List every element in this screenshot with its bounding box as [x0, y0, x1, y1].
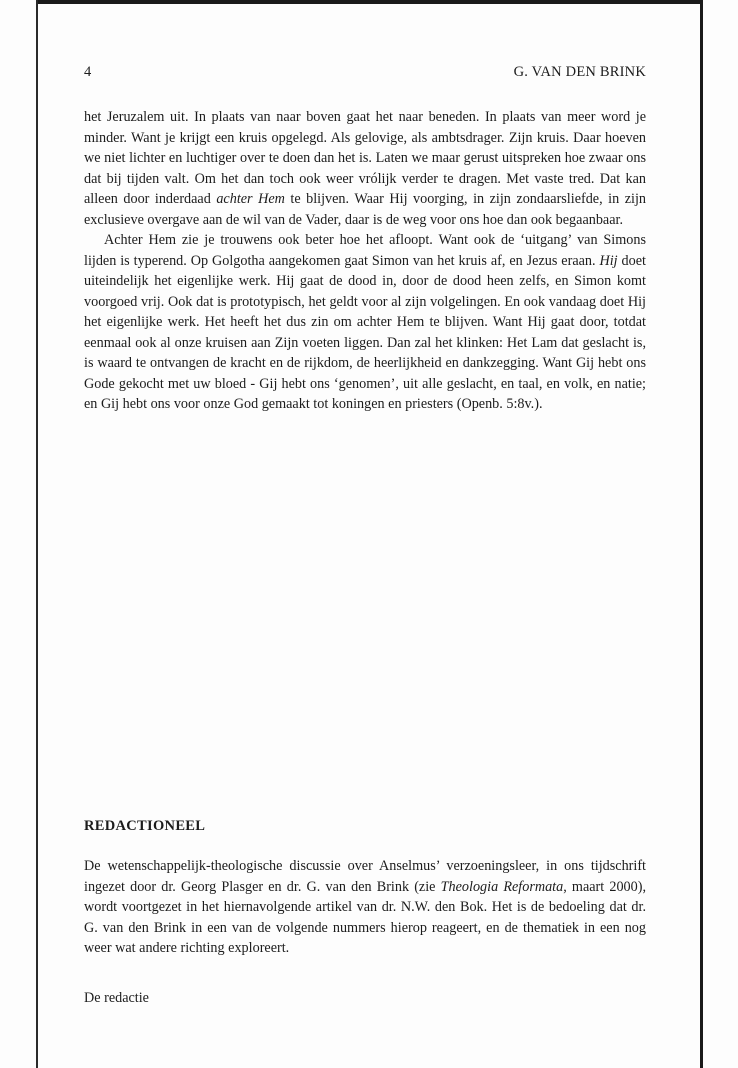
- editorial-signature: De redactie: [84, 990, 149, 1006]
- text-run: te blijven. Waar Hij voorging, in zijn zondaarsliefde, in zijn exclusieve overgave aan de wil van de Vader, daar is de weg voor ons hoe dan ook begaanbaar.: [84, 191, 646, 228]
- main-article-text: [84, 107, 646, 415]
- editorial-paragraph: [84, 856, 646, 959]
- text-run: De wetenschappelijk-theologische discussie over Anselmus’ verzoeningsleer, in ons tijdschrift ingezet door dr. Georg Plasger en dr. G. van den Brink (zie: [84, 858, 646, 895]
- running-head: G. VAN DEN BRINK: [513, 64, 646, 80]
- emphasis: Hij: [599, 252, 618, 269]
- page-header: [84, 64, 646, 84]
- section-heading: REDACTIONEEL: [84, 818, 206, 834]
- page-number: 4: [84, 64, 92, 80]
- journal-title: Theologia Reformata: [440, 878, 564, 895]
- scan-border-left: [36, 0, 38, 1068]
- text-run: , maart 2000), wordt voortgezet in het hiernavolgende artikel van dr. N.W. den Bok. Het is de bedoeling dat dr. G. van den Brink in een van de volgende nummers hierop reageert, en de thematiek in een nog weer wat andere richting exploreert.: [84, 878, 647, 956]
- text-run: het Jeruzalem uit. In plaats van naar boven gaat het naar beneden. In plaats van meer word je minder. Want je krijgt een kruis opgelegd. Als gelovige, als ambtsdrager. Zijn kruis. Daar hoeven we niet lichter en luchtiger over te doen dan het is. Laten we maar gerust uitspreken hoe zwaar ons dat bij tijden valt. Om het dan toch ook weer vrólijk verder te dragen. Met vaste tred. Dat kan alleen door inderdaad: [84, 109, 646, 207]
- paragraph: [84, 107, 646, 230]
- emphasis: achter Hem: [216, 191, 285, 207]
- paragraph: [84, 230, 646, 415]
- text-run: Achter Hem zie je trouwens ook beter hoe het afloopt. Want ook de ‘uitgang’ van Simons lijden is typerend. Op Golgotha aangekomen gaat Simon van het kruis af, en Jezus eraan.: [84, 232, 646, 269]
- text-run: doet uiteindelijk het eigenlijke werk. Hij gaat de dood in, door de dood heen zelfs, en Simon komt voorgoed vrij. Ook dat is prototypisch, het geldt voor al zijn volgelingen. En ook vandaag doet Hij het eigenlijke werk. Het heeft het dus zin om achter Hem te blijven. Want Hij gaat door, totdat eenmaal ook al onze kruisen aan Zijn voeten liggen. Dan zal het klinken: Het Lam dat geslacht is, is waard te ontvangen de kracht en de rijkdom, de heerlijkheid en dankzegging. Want Gij hebt ons Gode gekocht met uw bloed - Gij hebt ons ‘genomen’, uit alle geslacht, en taal, en volk, en natie; en Gij hebt ons voor onze God gemaakt tot koningen en priesters (Openb. 5:8v.).: [84, 252, 646, 412]
- scan-border-right: [700, 0, 703, 1068]
- scan-border-top: [36, 0, 702, 4]
